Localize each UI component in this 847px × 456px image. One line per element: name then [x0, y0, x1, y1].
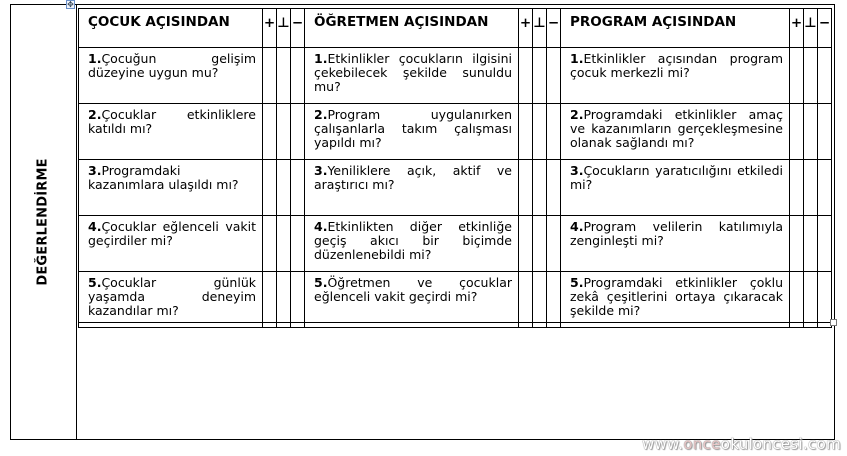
table-row — [79, 48, 832, 104]
mark-cell[interactable] — [533, 48, 547, 104]
question-text: Program velilerin katılımıyla zenginleşti mi? — [570, 219, 783, 248]
side-label: DEĞERLENDİRME — [35, 158, 51, 286]
question-text: Çocuğun gelişim düzeyine uygun mu? — [88, 51, 256, 80]
mark-cell[interactable] — [519, 216, 533, 272]
perp-mark-header: ⊥ — [533, 9, 547, 48]
plus-mark-header: + — [519, 9, 533, 48]
mark-cell[interactable] — [533, 216, 547, 272]
minus-mark-header: − — [547, 9, 561, 48]
question-number: 1. — [88, 51, 102, 66]
question-text: Program uygulanırken çalışanlarla takım çalışması yapıldı mı? — [314, 107, 512, 150]
minus-mark-header: − — [818, 9, 832, 48]
mark-cell[interactable] — [263, 272, 277, 328]
mark-cell[interactable] — [547, 272, 561, 328]
question-cell — [79, 160, 263, 216]
minus-mark-header: − — [291, 9, 305, 48]
column-header-teacher: ÖĞRETMEN AÇISINDAN — [305, 9, 519, 48]
question-number: 2. — [570, 107, 584, 122]
question-text: Programdaki etkinlikler amaç ve kazanımların gerçekleşmesine olanak sağlandı mı? — [570, 107, 783, 150]
question-text: Çocuklar günlük yaşamda deneyim kazandılar mı? — [88, 275, 256, 318]
question-cell — [305, 216, 519, 272]
mark-cell[interactable] — [804, 272, 818, 328]
mark-cell[interactable] — [804, 104, 818, 160]
question-cell — [305, 272, 519, 328]
mark-cell[interactable] — [547, 104, 561, 160]
mark-cell[interactable] — [790, 48, 804, 104]
perp-mark-header: ⊥ — [804, 9, 818, 48]
table-bottom-line — [78, 322, 834, 323]
mark-cell[interactable] — [263, 216, 277, 272]
question-cell — [305, 104, 519, 160]
question-number: 5. — [570, 275, 584, 290]
column-header-child: ÇOCUK AÇISINDAN — [79, 9, 263, 48]
resize-handle[interactable] — [830, 319, 837, 326]
question-number: 5. — [314, 275, 328, 290]
mark-cell[interactable] — [818, 160, 832, 216]
mark-cell[interactable] — [533, 272, 547, 328]
mark-cell[interactable] — [818, 104, 832, 160]
mark-cell[interactable] — [804, 216, 818, 272]
question-text: Etkinlikten diğer etkinliğe geçiş akıcı bir biçimde düzenlenebildi mi? — [314, 219, 512, 262]
mark-cell[interactable] — [277, 48, 291, 104]
question-text: Programdaki kazanımlara ulaşıldı mı? — [88, 163, 239, 192]
mark-cell[interactable] — [277, 272, 291, 328]
table-row — [79, 216, 832, 272]
question-text: Çocuklar etkinliklere katıldı mı? — [88, 107, 256, 136]
mark-cell[interactable] — [790, 104, 804, 160]
table-row — [79, 272, 832, 328]
question-number: 4. — [570, 219, 584, 234]
question-text: Yeniliklere açık, aktif ve araştırıcı mı? — [314, 163, 512, 192]
question-number: 1. — [570, 51, 584, 66]
mark-cell[interactable] — [547, 160, 561, 216]
mark-cell[interactable] — [818, 216, 832, 272]
watermark: www.onceokuloncesi.com — [641, 435, 841, 453]
question-cell — [561, 48, 790, 104]
mark-cell[interactable] — [790, 272, 804, 328]
question-number: 1. — [314, 51, 328, 66]
question-cell — [305, 160, 519, 216]
question-cell — [561, 216, 790, 272]
question-cell — [79, 104, 263, 160]
question-number: 3. — [314, 163, 328, 178]
question-cell — [79, 272, 263, 328]
evaluation-table — [78, 8, 832, 328]
table-row — [79, 104, 832, 160]
mark-cell[interactable] — [790, 216, 804, 272]
mark-cell[interactable] — [533, 104, 547, 160]
mark-cell[interactable] — [804, 160, 818, 216]
mark-cell[interactable] — [547, 216, 561, 272]
question-text: Etkinlikler çocukların ilgisini çekebilecek şekilde sunuldu mu? — [314, 51, 512, 94]
mark-cell[interactable] — [291, 104, 305, 160]
question-text: Programdaki etkinlikler çoklu zekâ çeşitlerini ortaya çıkaracak şekilde mi? — [570, 275, 783, 318]
move-anchor-icon[interactable]: ✥ — [67, 0, 74, 9]
table-row — [79, 160, 832, 216]
question-number: 4. — [314, 219, 328, 234]
question-cell — [561, 272, 790, 328]
question-cell — [79, 48, 263, 104]
mark-cell[interactable] — [263, 104, 277, 160]
plus-mark-header: + — [790, 9, 804, 48]
plus-mark-header: + — [263, 9, 277, 48]
mark-cell[interactable] — [533, 160, 547, 216]
question-text: Çocuklar eğlenceli vakit geçirdiler mi? — [88, 219, 256, 248]
question-text: Çocukların yaratıcılığını etkiledi mi? — [570, 163, 783, 192]
header-row — [79, 9, 832, 48]
perp-mark-header: ⊥ — [277, 9, 291, 48]
mark-cell[interactable] — [277, 104, 291, 160]
mark-cell[interactable] — [818, 48, 832, 104]
question-text: Öğretmen ve çocuklar eğlenceli vakit geçirdi mi? — [314, 275, 512, 304]
question-text: Etkinlikler açısından program çocuk merkezli mi? — [570, 51, 783, 80]
question-number: 5. — [88, 275, 102, 290]
mark-cell[interactable] — [519, 160, 533, 216]
mark-cell[interactable] — [804, 48, 818, 104]
question-number: 3. — [88, 163, 102, 178]
mark-cell[interactable] — [277, 160, 291, 216]
mark-cell[interactable] — [519, 272, 533, 328]
column-header-program: PROGRAM AÇISINDAN — [561, 9, 790, 48]
mark-cell[interactable] — [291, 216, 305, 272]
mark-cell[interactable] — [547, 48, 561, 104]
mark-cell[interactable] — [263, 48, 277, 104]
mark-cell[interactable] — [291, 160, 305, 216]
mark-cell[interactable] — [790, 160, 804, 216]
mark-cell[interactable] — [291, 272, 305, 328]
mark-cell[interactable] — [519, 104, 533, 160]
question-number: 2. — [88, 107, 102, 122]
mark-cell[interactable] — [277, 216, 291, 272]
question-cell — [79, 216, 263, 272]
question-cell — [305, 48, 519, 104]
question-number: 2. — [314, 107, 328, 122]
question-number: 4. — [88, 219, 102, 234]
question-cell — [561, 104, 790, 160]
question-number: 3. — [570, 163, 584, 178]
mark-cell[interactable] — [291, 48, 305, 104]
mark-cell[interactable] — [519, 48, 533, 104]
mark-cell[interactable] — [263, 160, 277, 216]
question-cell — [561, 160, 790, 216]
